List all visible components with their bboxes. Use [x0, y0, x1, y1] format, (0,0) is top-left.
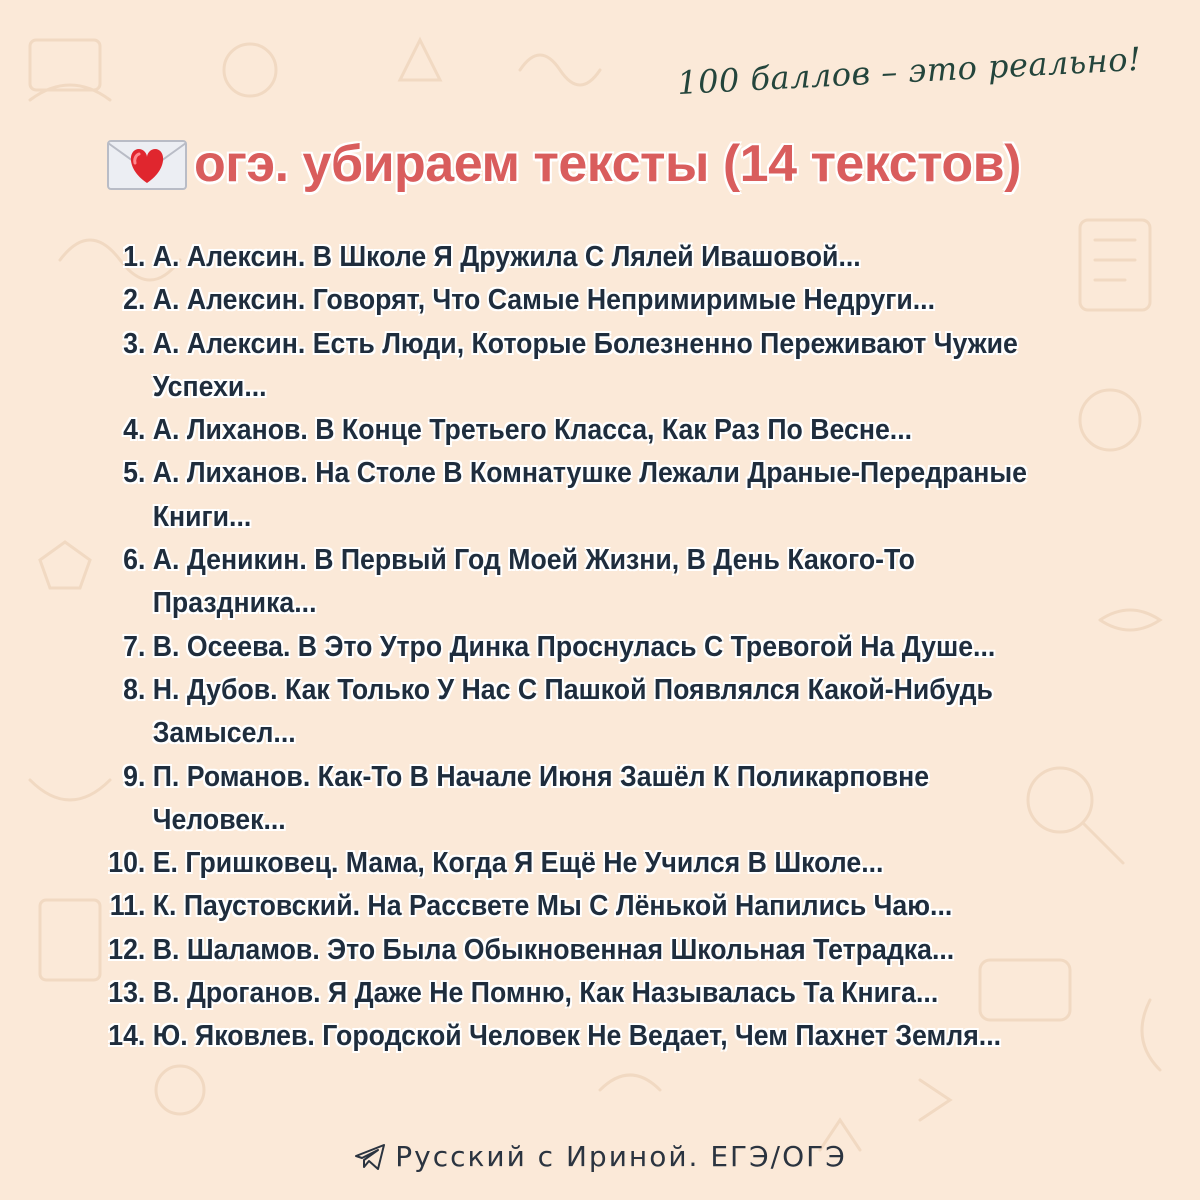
item-text: А. Лиханов. На Столе В Комнатушке Лежали Драные-Передраные Книги... — [152, 457, 1028, 533]
item-text: К. Паустовский. На Рассвете Мы С Лёнькой Напились Чаю... — [152, 890, 953, 923]
list-item — [0, 669, 1104, 756]
telegram-icon — [353, 1142, 387, 1172]
list-item — [0, 539, 1104, 626]
page-title: огэ. убираем тексты (14 текстов) — [194, 135, 1021, 193]
item-text: В. Осеева. В Это Утро Динка Проснулась С Тревогой На Душе... — [152, 630, 996, 663]
item-text: Ю. Яковлев. Городской Человек Не Ведает, Чем Пахнет Земля... — [152, 1020, 1002, 1053]
texts-list — [0, 236, 1200, 1059]
header — [106, 134, 1106, 194]
list-item — [0, 885, 1104, 928]
item-number: 3. — [123, 327, 146, 360]
list-item — [0, 409, 1104, 452]
item-number: 13. — [108, 977, 146, 1010]
item-number: 7. — [123, 630, 146, 663]
item-number: 8. — [123, 673, 146, 706]
item-text: Н. Дубов. Как Только У Нас С Пашкой Появлялся Какой-Нибудь Замысел... — [152, 673, 993, 750]
item-text: П. Романов. Как-То В Начале Июня Зашёл К Поликарповне Человек... — [152, 760, 930, 836]
item-text: А. Лиханов. В Конце Третьего Класса, Как Раз По Весне... — [152, 414, 913, 447]
item-text: В. Шаламов. Это Была Обыкновенная Школьная Тетрадка... — [152, 933, 955, 966]
slogan: 100 баллов – это реально! — [676, 39, 1143, 103]
list-item — [0, 842, 1104, 885]
item-number: 6. — [123, 544, 146, 577]
item-text: А. Алексин. В Школе Я Дружила С Лялей Ивашовой... — [152, 241, 861, 273]
item-number: 11. — [109, 890, 146, 923]
item-text: В. Дроганов. Я Даже Не Помню, Как Называлась Та Книга... — [152, 977, 939, 1010]
list-item — [0, 452, 1104, 539]
item-text: А. Алексин. Говорят, Что Самые Непримиримые Недруги... — [152, 284, 936, 317]
item-number: 5. — [123, 457, 146, 490]
item-number: 1. — [123, 241, 146, 273]
list-item — [0, 756, 1104, 843]
list-item — [0, 323, 1104, 410]
item-text: А. Деникин. В Первый Год Моей Жизни, В День Какого-То Праздника... — [152, 544, 915, 620]
item-number: 14. — [108, 1020, 146, 1053]
item-number: 10. — [108, 847, 146, 880]
list-item — [0, 626, 1104, 669]
footer-text: Русский с Ириной. ЕГЭ/ОГЭ — [395, 1140, 847, 1173]
item-number: 12. — [108, 933, 146, 966]
heart-envelope-icon — [106, 135, 188, 193]
list-item — [0, 236, 1104, 279]
item-text: Е. Гришковец. Мама, Когда Я Ещё Не Учился В Школе... — [152, 847, 884, 880]
item-number: 4. — [123, 414, 146, 447]
item-number: 9. — [123, 760, 146, 793]
list-item — [0, 1015, 1104, 1058]
list-item — [0, 279, 1104, 322]
list-item — [0, 972, 1104, 1015]
footer — [0, 1140, 1200, 1173]
item-number: 2. — [123, 284, 146, 317]
list-item — [0, 929, 1104, 972]
item-text: А. Алексин. Есть Люди, Которые Болезненно Переживают Чужие Успехи... — [152, 327, 1018, 403]
